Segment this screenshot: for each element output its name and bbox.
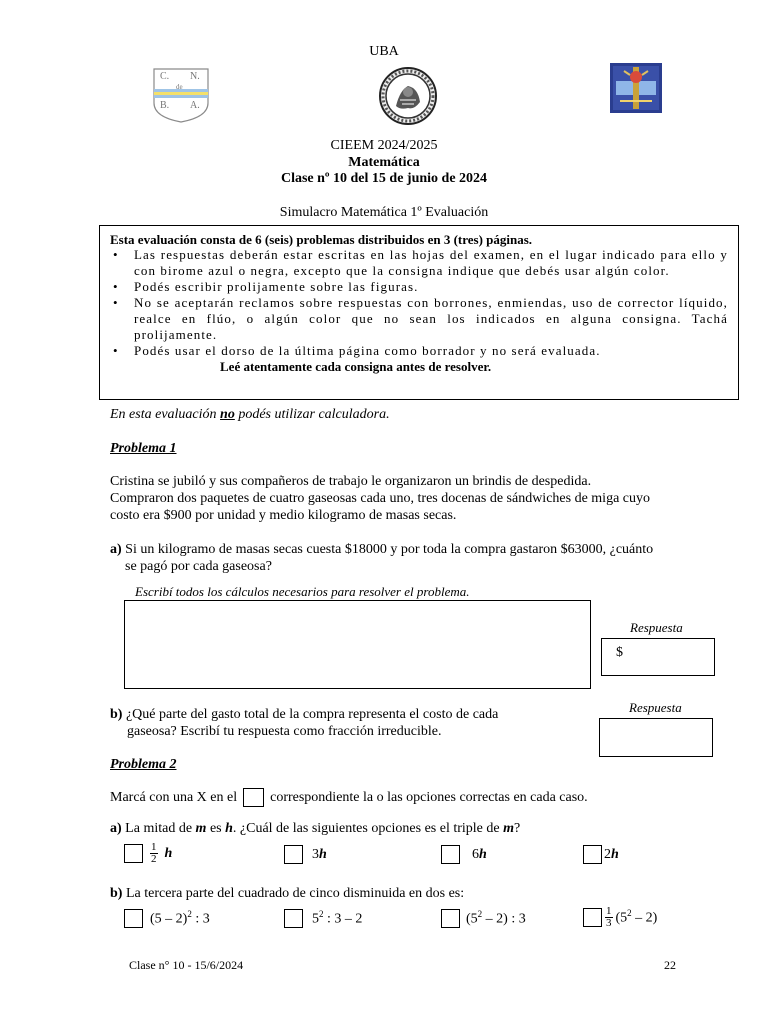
option-coef: 3 [312, 846, 319, 862]
problem2-title: Problema 2 [110, 757, 177, 772]
option-rest: – 2) [631, 910, 658, 926]
calc-note-before: En esta evaluación [110, 407, 221, 422]
problem2-question-a [110, 821, 520, 837]
fraction [150, 842, 158, 865]
option-exp: 2 [477, 909, 483, 920]
school-shield-logo [152, 67, 210, 123]
option-a-3h[interactable] [284, 845, 327, 864]
calc-note-after: podés utilizar calculadora. [234, 407, 390, 422]
p2-b-text: La tercera parte del cuadrado de cinco disminuida en dos es: [125, 886, 465, 901]
header-uba: UBA [369, 44, 399, 59]
rule-item: • Las respuestas deberán estar escritas en las hojas del examen, en el lugar indicado para ello y con birome azul o negra, excepto que la consigna indique que debés usar algún color. [110, 247, 728, 279]
answer-a-currency: $ [616, 645, 623, 660]
problem2-question-b [110, 886, 464, 902]
uba-seal-logo [378, 66, 438, 126]
fraction-denominator: 2 [151, 853, 157, 865]
problem1-question-a [110, 541, 653, 575]
instructions-footer: Leé atentamente cada consigna antes de resolver. [220, 359, 492, 374]
footer-page-number: 22 [664, 958, 676, 972]
answer-a-label: Respuesta [630, 620, 683, 635]
p2-b-label: b) [110, 886, 123, 901]
p2-a-var-m: m [195, 821, 207, 836]
class-date-title: Clase nº 10 del 15 de junio de 2024 [280, 171, 488, 186]
option-b-2[interactable] [284, 909, 362, 928]
option-var: h [319, 846, 327, 862]
course-title: CIEEM 2024/2025 [330, 138, 438, 153]
option-exp: 2 [627, 908, 632, 919]
shield-text-b: B. [160, 100, 170, 111]
subject-title: Matemática [348, 155, 420, 170]
option-a-6h[interactable] [441, 845, 487, 864]
crest-icon [610, 63, 662, 113]
option-checkbox[interactable] [583, 908, 602, 927]
problem2-instruction [110, 788, 588, 807]
option-b-3[interactable] [441, 909, 526, 928]
answer-a-field[interactable] [601, 638, 715, 676]
option-checkbox[interactable] [441, 909, 460, 928]
fraction-denominator: 3 [606, 917, 612, 929]
p2-a-label: a) [110, 821, 122, 836]
seal-icon [378, 66, 438, 126]
option-checkbox[interactable] [284, 909, 303, 928]
option-base: 5 [312, 911, 319, 927]
option-exp: 2 [319, 909, 324, 920]
option-exp: 2 [187, 909, 192, 920]
problem1-question-b [110, 706, 498, 740]
option-a-half-h[interactable] [124, 842, 172, 865]
instructions-list [110, 247, 728, 359]
shield-text-n: N. [190, 71, 200, 82]
p2-a-var-h: h [225, 821, 233, 836]
calc-note-emphasis: no [220, 407, 235, 422]
p2-a-var-m2: m [503, 821, 515, 836]
fraction-numerator: 1 [606, 905, 612, 917]
p2-a-text3: . ¿Cuál de las siguientes opciones es el triple de [232, 821, 504, 836]
statement-line: Compraron dos paquetes de cuatro gaseosas cada uno, tres docenas de sándwiches de miga cuyo [110, 491, 650, 506]
cieem-crest-logo [610, 63, 662, 113]
option-a-2h[interactable] [583, 845, 619, 864]
option-b-4[interactable] [583, 906, 657, 929]
statement-line: Cristina se jubiló y sus compañeros de trabajo le organizaron un brindis de despedida. [110, 474, 592, 489]
option-base: (5 [466, 911, 478, 927]
option-rest: : 3 [191, 911, 210, 927]
shield-text-de: de [176, 83, 183, 91]
problem1-title: Problema 1 [110, 441, 177, 456]
option-rest: – 2) : 3 [482, 911, 526, 927]
instruction-after: correspondiente la o las opciones correctas en cada caso. [270, 789, 588, 805]
calculation-area[interactable] [124, 600, 591, 689]
p2-a-text2: es [206, 821, 226, 836]
option-b-1[interactable] [124, 909, 210, 928]
fraction-numerator: 1 [151, 841, 157, 853]
option-var: h [164, 845, 173, 861]
question-a-label: a) [110, 542, 122, 557]
option-checkbox[interactable] [441, 845, 460, 864]
question-a-line1: Si un kilogramo de masas secas cuesta $18000 y por toda la compra gastaron $63000, ¿cuánto [125, 542, 654, 557]
option-coef: 6 [472, 846, 479, 862]
instructions-box [99, 225, 739, 400]
option-base: (5 – 2) [150, 911, 188, 927]
option-coef: 2 [604, 846, 611, 862]
problem1-statement [110, 473, 650, 524]
exam-subtitle: Simulacro Matemática 1º Evaluación [279, 205, 489, 220]
statement-line: costo era $900 por unidad y medio kilogramo de masas secas. [110, 508, 457, 523]
option-checkbox[interactable] [583, 845, 602, 864]
rule-item: • No se aceptarán reclamos sobre respuestas con borrones, enmiendas, uso de corrector líquido, realce en flúo, o algún color que no sean los indicados en alguna consigna. Tachá prolijamente. [110, 295, 728, 343]
calculator-note [110, 407, 390, 423]
footer-class-date: Clase n° 10 - 15/6/2024 [129, 958, 244, 972]
option-rest: : 3 – 2 [323, 911, 363, 927]
option-checkbox[interactable] [124, 909, 143, 928]
option-var: h [479, 846, 487, 862]
option-checkbox[interactable] [124, 844, 143, 863]
answer-b-field[interactable] [599, 718, 713, 757]
rule-item: • Podés usar el dorso de la última página como borrador y no será evaluada. [110, 343, 728, 359]
fraction [605, 906, 613, 929]
sample-checkbox [243, 788, 264, 807]
calc-hint: Escribí todos los cálculos necesarios para resolver el problema. [135, 584, 470, 599]
question-b-label: b) [110, 707, 123, 722]
answer-b-label: Respuesta [629, 700, 682, 715]
p2-a-text1: La mitad de [125, 821, 196, 836]
option-checkbox[interactable] [284, 845, 303, 864]
option-var: h [611, 846, 619, 862]
question-b-line2: gaseosa? Escribí tu respuesta como fracción irreducible. [127, 724, 442, 739]
question-b-line1: ¿Qué parte del gasto total de la compra representa el costo de cada [125, 707, 499, 722]
shield-text-a: A. [190, 100, 200, 111]
instruction-before: Marcá con una X en el [110, 789, 238, 805]
shield-text-c: C. [160, 71, 170, 82]
question-a-line2: se pagó por cada gaseosa? [125, 559, 272, 574]
p2-a-text4: ? [514, 821, 521, 836]
rule-item: • Podés escribir prolijamente sobre las figuras. [110, 279, 728, 295]
option-base: (5 [615, 910, 628, 926]
instructions-heading: Esta evaluación consta de 6 (seis) problemas distribuidos en 3 (tres) páginas. [110, 232, 533, 247]
